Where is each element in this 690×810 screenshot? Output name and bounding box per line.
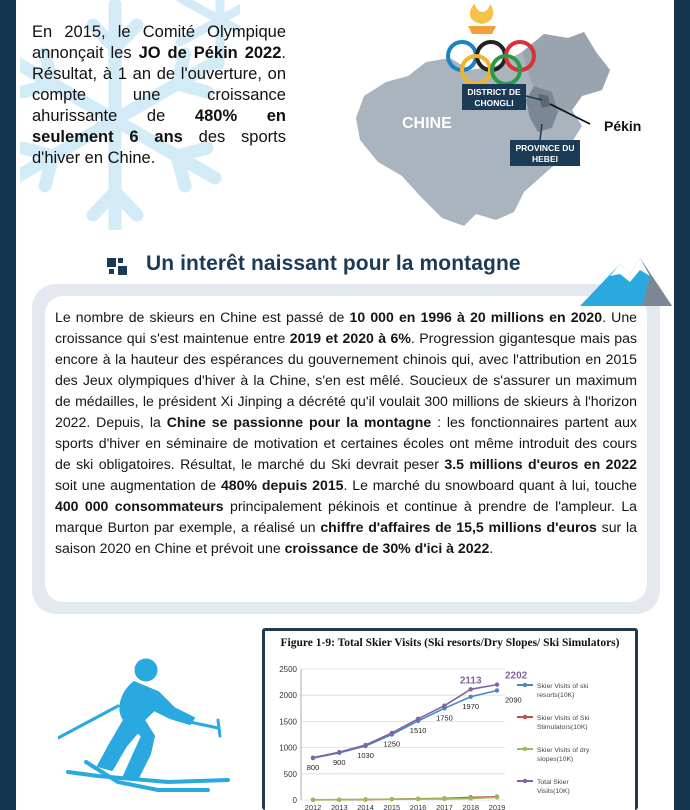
intro-text-3: des sports d'hiver en Chine. [32,128,286,167]
legend-label: resorts(10K) [537,692,575,699]
card-bold-5: 480% depuis 2015 [220,477,344,493]
card-text-5: soit une augmentation de [55,477,221,493]
district-label-line-2: CHONGLI [474,98,514,108]
legend-label: Skier Visits of Ski [537,715,590,722]
card-text-8: sur la saison 2020 en Chine et prévoit une [55,519,637,556]
data-point [311,798,315,802]
data-label: 2202 [505,670,528,682]
card-bold-1: 10 000 en 1996 à 20 millions en 2020 [349,309,603,325]
legend-label: Visits(10K) [537,788,570,795]
card-bold-8: croissance de 30% d'ici à 2022 [284,540,490,556]
x-tick-label: 2013 [330,803,348,810]
legend-label: Skier Visits of ski [537,683,589,690]
legend-marker [523,715,527,719]
district-label-line-1: DISTRICT DE [467,87,521,97]
card-text-4: : les fonctionnaires partent aux sports d'hiver en séminaire de motivation et certaines écoles ont même introduit des cours de ski obligatoires. Résultat, le marché du Ski devrait peser [55,414,637,472]
legend-label: Skier Visits of dry [537,747,590,754]
card-text-9: . [489,540,494,556]
data-point [337,750,341,754]
chart-title: Figure 1-9: Total Skier Visits (Ski resorts/Dry Slopes/ Ski Simulators) [280,637,620,649]
mountain-icon [580,258,672,306]
data-point [495,795,499,799]
card-bold-2: 2019 et 2020 à 6% [289,330,411,346]
y-tick-label: 2000 [279,691,297,701]
data-point [363,743,367,747]
data-label: 1970 [462,701,480,711]
data-point [495,688,499,692]
data-point [337,797,341,801]
intro-paragraph [32,22,286,169]
data-point [363,797,367,801]
data-label: 1510 [409,725,427,735]
card-text-2: . Une croissance qui s'est maintenue entre [55,309,637,346]
legend-label: Stimulators(10K) [537,724,588,731]
card-paragraph [55,307,637,559]
line-chart [265,655,635,810]
x-tick-label: 2012 [304,803,322,810]
x-tick-label: 2017 [436,803,453,810]
y-tick-label: 1000 [279,743,297,753]
card-text-1: Le nombre de skieurs en Chine est passé de [55,309,350,325]
china-map [346,0,676,238]
intro-text-2: . Résultat, à 1 an de l'ouverture, on compte une croissance ahurissante de [32,44,286,125]
data-point [442,797,446,801]
legend-marker [523,747,527,751]
x-tick-label: 2019 [488,803,506,810]
legend-label: Total Skier [537,779,569,786]
country-label: CHINE [402,115,452,132]
data-point [416,797,420,801]
legend-marker [523,779,527,783]
data-label: 2113 [459,675,482,687]
data-point [390,797,394,801]
skier-icon [58,658,248,793]
data-point [469,687,473,691]
y-tick-label: 500 [283,769,297,779]
data-label: 1030 [357,751,374,761]
data-point [495,682,499,686]
data-point [442,703,446,707]
data-label: 800 [306,763,320,773]
y-tick-label: 1500 [279,717,297,727]
city-label: Pékin [604,118,642,134]
right-frame [674,0,690,810]
y-tick-label: 2500 [279,665,297,674]
x-tick-label: 2014 [357,803,374,810]
data-label: 1250 [383,739,401,749]
data-label: 900 [333,757,346,767]
legend-marker [523,683,527,687]
card-text-7: principalement pékinois et continue à prendre de l'ampleur. La marque Burton par exemple, a réalisé un [55,498,637,535]
card-bold-7: chiffre d'affaires de 15,5 millions d'euros [320,519,597,535]
card-text-3: . Progression gigantesque mais pas encore à la hauteur des espérances du gouvernement chinois qui, avec l'attribution en 2015 des Jeux olympiques d'hiver à la Chine, s'en est mêlé. Soucieux de s'assurer un maximum de médailles, le président Xi Jinping a décrété qu'il voulait 300 millions de skieurs à l'horizon 2022. Depuis, la [55,330,638,430]
data-label: 2090 [505,695,522,705]
intro-text-1: En 2015, le Comité Olympique annonçait les [32,23,286,62]
data-point [469,796,473,800]
intro-bold-1: JO de Pékin 2022 [138,44,282,62]
left-frame [0,0,16,810]
data-point [416,717,420,721]
card-text-6: . Le marché du snowboard quant à lui, touche [343,477,637,493]
y-tick-label: 0 [292,796,297,805]
data-point [311,755,315,759]
data-point [469,695,473,699]
x-tick-label: 2016 [409,803,427,810]
legend-label: slopes(10K) [537,756,574,763]
olympic-flame-icon [468,4,496,34]
province-label-line-1: PROVINCE DU [515,143,575,153]
x-tick-label: 2015 [383,803,401,810]
section-title: Un interêt naissant pour la montagne [146,252,521,275]
data-label: 1750 [436,713,453,723]
x-tick-label: 2018 [462,803,480,810]
intro-bold-2: 480% en seulement 6 ans [32,107,287,146]
card-bold-3: Chine se passionne pour la montagne [166,414,432,430]
squares-icon [107,258,129,276]
card-bold-6: 400 000 consommateurs [55,498,224,514]
data-point [390,731,394,735]
card-bold-4: 3.5 millions d'euros en 2022 [444,456,637,472]
province-label-line-2: HEBEI [532,154,558,164]
